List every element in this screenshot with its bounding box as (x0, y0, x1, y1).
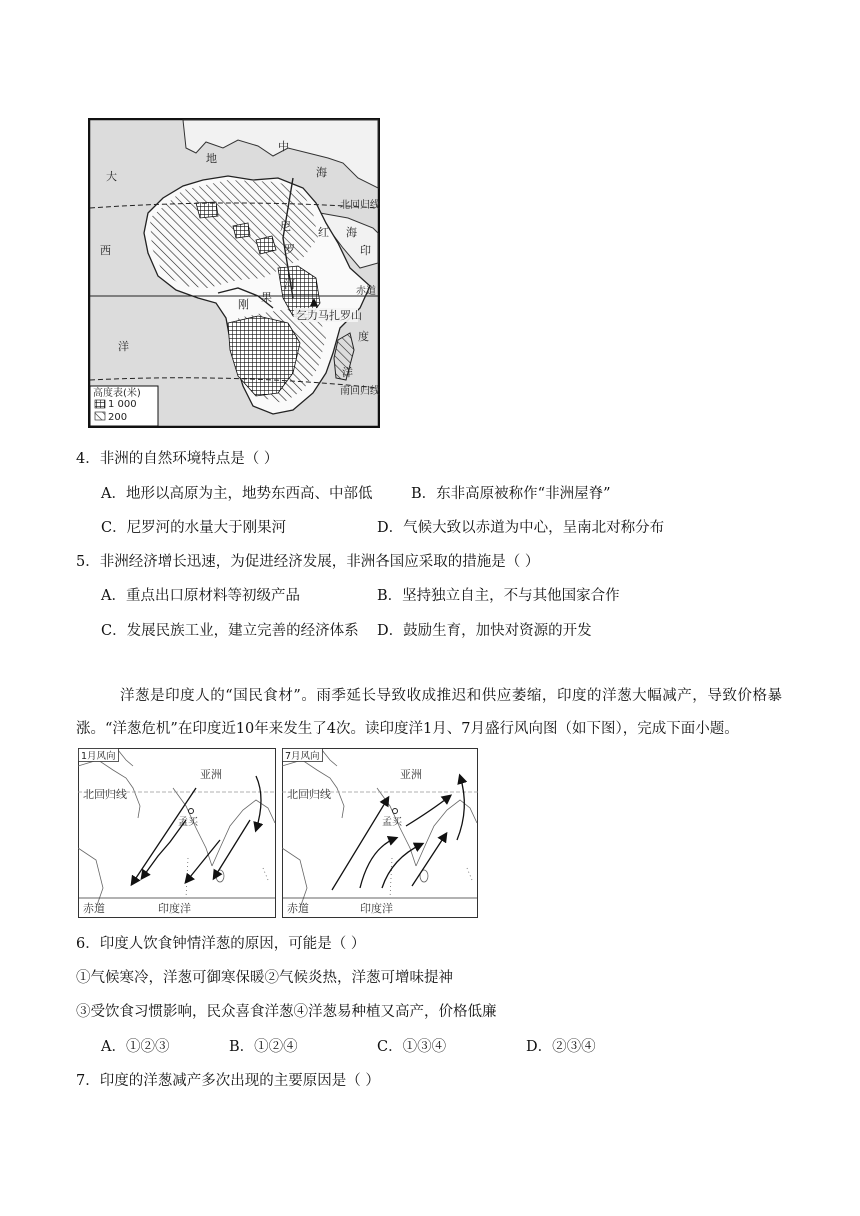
q6-option-b[interactable]: B．①②④ (229, 1039, 298, 1055)
label-xi: 西 (100, 244, 111, 257)
label-kilimanjaro: 乞力马扎罗山 (296, 309, 362, 322)
label-hai: 海 (316, 166, 327, 179)
map-legend (90, 386, 158, 426)
q6-stem: 6．印度人饮食钟情洋葱的原因，可能是（ ） (76, 936, 366, 952)
q5-stem: 5．非洲经济增长迅速，为促进经济发展，非洲各国应采取的措施是（ ） (76, 554, 540, 570)
label-yin: 印 (360, 244, 371, 257)
label-yang-w: 洋 (118, 340, 129, 353)
label-hai2: 海 (346, 226, 357, 239)
q4-stem: 4．非洲的自然环境特点是（ ） (76, 451, 279, 467)
africa-map (88, 118, 380, 428)
q6-option-d[interactable]: D．②③④ (526, 1039, 596, 1055)
jan-asia: 亚洲 (200, 768, 222, 781)
jan-ocean: 印度洋 (158, 902, 191, 915)
q5-option-b[interactable]: B．坚持独立自主，不与其他国家合作 (377, 588, 620, 604)
label-yang-e: 洋 (342, 366, 353, 379)
label-tropic-n: 北回归线 (340, 200, 380, 211)
passage-text: 洋葱是印度人的“国民食材”。雨季延长导致收成推迟和供应萎缩，印度的洋葱大幅减产，导致价格暴涨。“洋葱危机”在印度近10年来发生了4次。读印度洋1月、7月盛行风向图（如下图），完成下面小题。 (76, 688, 782, 737)
legend-1000: 1 000 (108, 399, 137, 410)
label-guo: 果 (261, 291, 272, 304)
q6-line1: ①气候寒冷，洋葱可御寒保暖②气候炎热，洋葱可增味提神 (76, 970, 453, 986)
label-hong: 红 (318, 226, 329, 239)
legend-200: 200 (108, 412, 128, 423)
jul-title: 7月风向 (285, 751, 320, 762)
label-di: 地 (206, 152, 217, 165)
label-luo: 罗 (284, 243, 295, 256)
q7-stem: 7．印度的洋葱减产多次出现的主要原因是（ ） (76, 1073, 380, 1089)
label-tropic-s: 南回归线 (340, 386, 380, 397)
jan-equator: 赤道 (83, 902, 105, 915)
q5-option-a[interactable]: A．重点出口原材料等初级产品 (101, 588, 300, 604)
label-gang: 刚 (238, 298, 249, 311)
label-da: 大 (106, 170, 117, 183)
jan-mumbai: 孟买 (178, 817, 198, 828)
q6-option-a[interactable]: A．①②③ (101, 1039, 170, 1055)
legend-title: 高度表(米) (93, 388, 141, 399)
jan-tropic: 北回归线 (83, 788, 127, 801)
q4-option-a[interactable]: A．地形以高原为主，地势东西高、中部低 (101, 486, 373, 502)
label-equator: 赤道 (356, 286, 376, 297)
q6-option-c[interactable]: C．①③④ (377, 1039, 447, 1055)
q4-option-c[interactable]: C．尼罗河的水量大于刚果河 (101, 520, 287, 536)
label-he: 河 (284, 278, 295, 291)
wind-map-july (282, 748, 478, 918)
jul-mumbai: 孟买 (382, 817, 402, 828)
label-ni: 尼 (280, 220, 291, 233)
jan-title: 1月风向 (81, 751, 116, 762)
q6-line2: ③受饮食习惯影响，民众喜食洋葱④洋葱易种植又高产，价格低廉 (76, 1004, 497, 1020)
jul-ocean: 印度洋 (360, 902, 393, 915)
jul-tropic: 北回归线 (287, 788, 331, 801)
wind-map-january (78, 748, 276, 918)
label-du: 度 (358, 330, 369, 343)
jul-equator: 赤道 (287, 902, 309, 915)
label-zhong: 中 (278, 140, 289, 153)
q4-option-d[interactable]: D．气候大致以赤道为中心，呈南北对称分布 (377, 520, 665, 536)
q5-option-d[interactable]: D．鼓励生育，加快对资源的开发 (377, 623, 592, 639)
jul-asia: 亚洲 (400, 768, 422, 781)
q4-option-b[interactable]: B．东非高原被称作“非洲屋脊” (411, 486, 611, 502)
q5-option-c[interactable]: C．发展民族工业，建立完善的经济体系 (101, 623, 359, 639)
